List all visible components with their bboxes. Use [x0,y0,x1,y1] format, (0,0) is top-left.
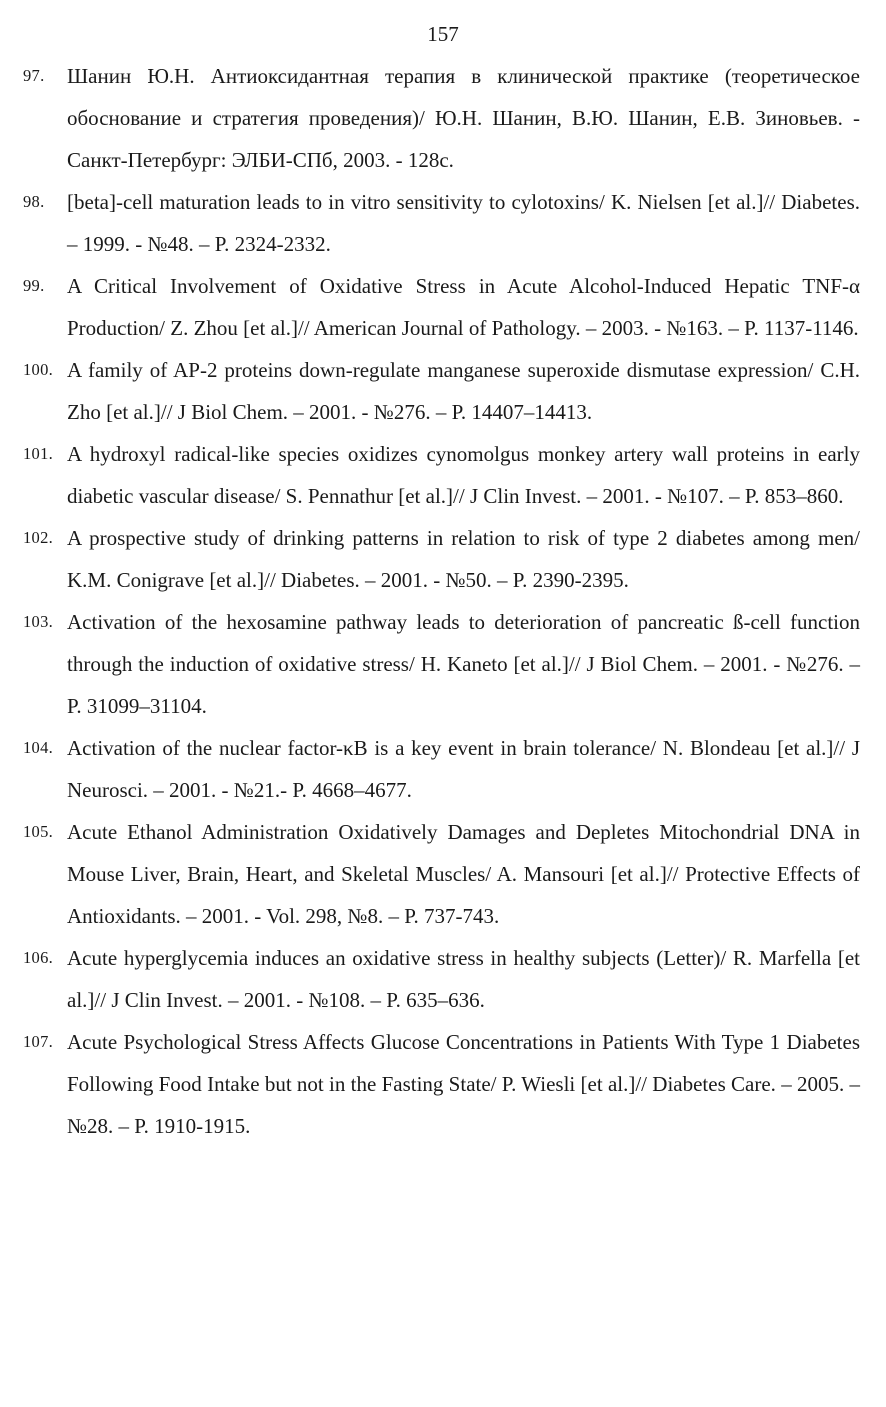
reference-item [23,349,860,433]
reference-text: Acute Psychological Stress Affects Glucose Concentrations in Patients With Type 1 Diabetes Following Food Intake but not in the Fasting State/ P. Wiesli [et al.]// Diabetes Care. – 2005. – №28. – P. 1910-1915. [67,1030,860,1138]
reference-item [23,265,860,349]
reference-number: 99. [23,276,45,295]
reference-item [23,727,860,811]
reference-item [23,811,860,937]
reference-text: Acute hyperglycemia induces an oxidative stress in healthy subjects (Letter)/ R. Marfella [et al.]// J Clin Invest. – 2001. - №108. – P. 635–636. [67,946,860,1012]
reference-text: A family of AP-2 proteins down-regulate manganese superoxide dismutase expression/ C.H. Zho [et al.]// J Biol Chem. – 2001. - №276. – P. 14407–14413. [67,358,860,424]
reference-number: 104. [23,738,54,757]
reference-text: Activation of the nuclear factor-κB is a key event in brain tolerance/ N. Blondeau [et al.]// J Neurosci. – 2001. - №21.- P. 4668–4677. [67,736,860,802]
reference-text: Шанин Ю.Н. Антиоксидантная терапия в клинической практике (теоретическое обоснование и стратегия проведения)/ Ю.Н. Шанин, В.Ю. Шанин, Е.В. Зиновьев. - Санкт-Петербург: ЭЛБИ-СПб, 2003. - 128с. [67,64,860,172]
reference-text: Acute Ethanol Administration Oxidatively Damages and Depletes Mitochondrial DNA in Mouse Liver, Brain, Heart, and Skeletal Muscles/ A. Mansouri [et al.]// Protective Effects of Antioxidants. – 2001. - Vol. 298, №8. – P. 737-743. [67,820,860,928]
reference-text: A prospective study of drinking patterns in relation to risk of type 2 diabetes among men/ K.M. Conigrave [et al.]// Diabetes. – 2001. - №50. – P. 2390-2395. [67,526,860,592]
page-number: 157 [427,22,459,46]
reference-number: 97. [23,66,45,85]
reference-item [23,55,860,181]
reference-item [23,937,860,1021]
reference-text: Activation of the hexosamine pathway leads to deterioration of pancreatic ß-cell function through the induction of oxidative stress/ H. Kaneto [et al.]// J Biol Chem. – 2001. - №276. – P. 31099–31104. [67,610,860,718]
reference-number: 106. [23,948,54,967]
reference-item [23,181,860,265]
reference-number: 103. [23,612,54,631]
reference-number: 98. [23,192,45,211]
reference-item [23,433,860,517]
reference-list [23,55,860,1147]
reference-text: A Critical Involvement of Oxidative Stress in Acute Alcohol-Induced Hepatic TNF-α Production/ Z. Zhou [et al.]// American Journal of Pathology. – 2003. - №163. – P. 1137-1146. [67,274,860,340]
reference-number: 105. [23,822,54,841]
reference-text: A hydroxyl radical-like species oxidizes cynomolgus monkey artery wall proteins in early diabetic vascular disease/ S. Pennathur [et al.]// J Clin Invest. – 2001. - №107. – P. 853–860. [67,442,860,508]
reference-number: 107. [23,1032,54,1051]
reference-item [23,517,860,601]
reference-number: 101. [23,444,54,463]
reference-item [23,601,860,727]
reference-number: 102. [23,528,54,547]
reference-item [23,1021,860,1147]
reference-number: 100. [23,360,54,379]
reference-text: [beta]-cell maturation leads to in vitro sensitivity to cylotoxins/ K. Nielsen [et al.]// Diabetes. – 1999. - №48. – P. 2324-2332. [67,190,860,256]
